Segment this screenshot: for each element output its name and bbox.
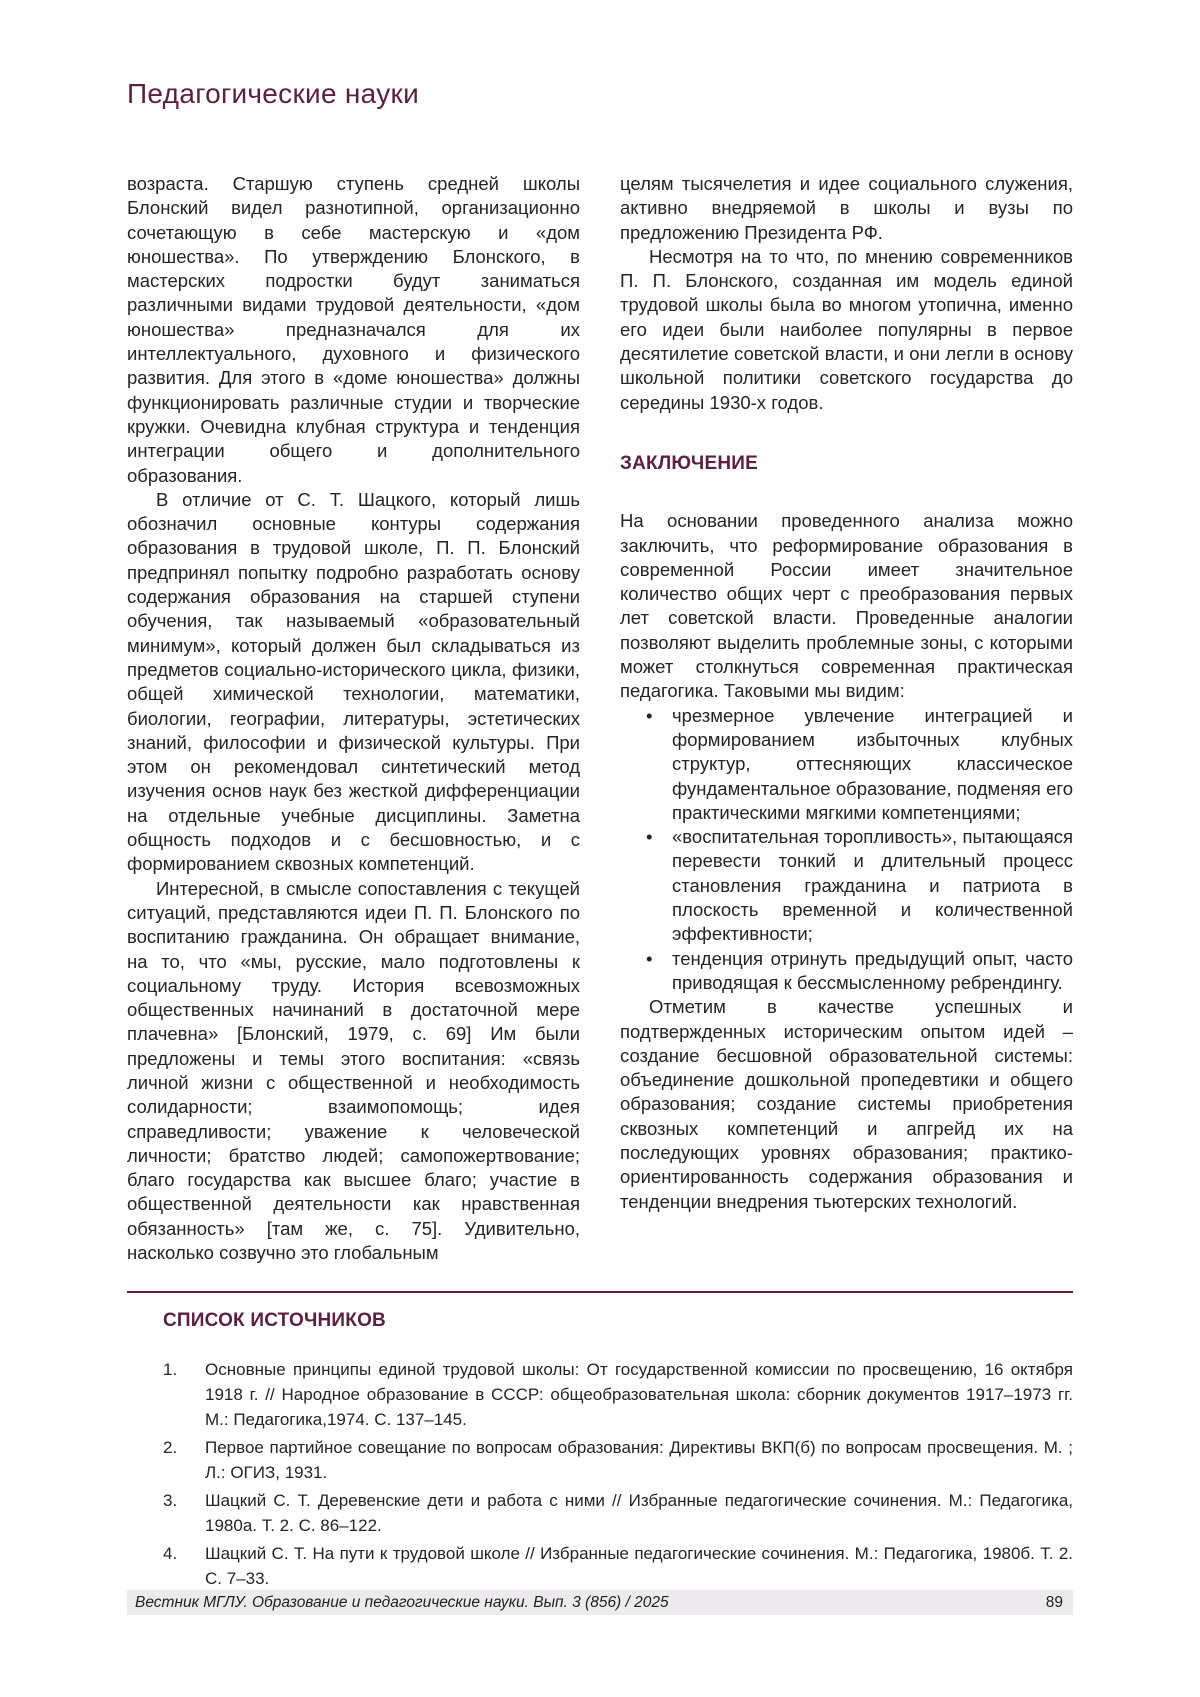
reference-text: Первое партийное совещание по вопросам образования: Директивы ВКП(б) по вопросам просвещения. М. ; Л.: ОГИЗ, 1931. xyxy=(205,1438,1073,1483)
paragraph: целям тысячелетия и идее социального служения, активно внедряемой в школы и вузы по предложению Президента РФ. xyxy=(620,173,1073,243)
bullet-icon: • xyxy=(646,947,653,969)
page-content xyxy=(127,0,1073,1594)
conclusion-intro-paragraph: На основании проведенного анализа можно заключить, что реформирование образования в современной России имеет значительное количество общих черт с преобразования первых лет советской власти. Проведенные аналогии позволяют выделить проблемные зоны, с которыми может столкнуться современная практическая педагогика. Таковыми мы видим: xyxy=(620,510,1073,702)
page-number: 89 xyxy=(1045,1593,1063,1611)
section-title: Педагогические науки xyxy=(127,78,420,109)
section-divider xyxy=(127,1291,1073,1293)
reference-text: Шацкий С. Т. Деревенские дети и работа с ними // Избранные педагогические сочинения. М.: Педагогика, 1980а. Т. 2. С. 86–122. xyxy=(205,1491,1073,1536)
article-body xyxy=(127,172,1073,1265)
conclusion-heading: ЗАКЛЮЧЕНИЕ xyxy=(620,452,758,474)
reference-text: Основные принципы единой трудовой школы: От государственной комиссии по просвещению, 16 октября 1918 г. // Народное образование в СССР: общеобразовательная школа: сборник документов 1917–1973 гг. М.: Педагогика,1974. С. 137–145. xyxy=(205,1360,1073,1430)
list-item-text: «воспитательная торопливость», пытающаяся перевести тонкий и длительный процесс становления гражданина и патриота в плоскость временной и количественной эффективности; xyxy=(672,826,1073,945)
text-column-right xyxy=(620,172,1073,1265)
conclusion-bullet-list xyxy=(620,704,1073,996)
paragraph: Несмотря на то что, по мнению современников П. П. Блонского, созданная им модель единой трудовой школы была во многом утопична, именно его идеи были наиболее популярны в первое десятилетие советской власти, и они легли в основу школьной политики советского государства до середины 1930-х годов. xyxy=(620,245,1073,413)
paragraph: В отличие от С. Т. Шацкого, который лишь обозначил основные контуры содержания образования в трудовой школе, П. П. Блонский предпринял попытку подробно разработать основу содержания образования на старшей ступени обучения, так называемый «образовательный минимум», который должен был складываться из предметов социально-исторического цикла, физики, общей химической технологии, математики, биологии, географии, литературы, эстетических знаний, философии и физической культуры. При этом он рекомендовал синтетический метод изучения основ наук без жесткой дифференциации на отдельные учебные дисциплины. Заметна общность подходов и с бесшовностью, и с формированием сквозных компетенций. xyxy=(127,488,580,875)
closing-paragraph: Отметим в качестве успешных и подтвержденных историческим опытом идей – создание бесшовной образовательной системы: объединение дошкольной пропедевтики и общего образования; создание системы приобретения сквозных компетенций и апгрейд их на последующих уровнях образования; практико-ориентированность содержания образования и тенденции внедрения тьютерских технологий. xyxy=(620,996,1073,1212)
reference-number: 2. xyxy=(163,1438,178,1458)
reference-item xyxy=(163,1488,1073,1538)
list-item xyxy=(620,825,1073,946)
list-item xyxy=(620,947,1073,996)
list-item-text: тенденция отринуть предыдущий опыт, часто приводящая к бессмысленному ребрендингу. xyxy=(672,947,1073,993)
footer-journal-info: Вестник МГЛУ. Образование и педагогические науки. Вып. 3 (856) / 2025 xyxy=(135,1593,669,1611)
list-item xyxy=(620,704,1073,825)
reference-number: 3. xyxy=(163,1491,178,1511)
paragraph: Интересной, в смысле сопоставления с текущей ситуаций, представляются идеи П. П. Блонского по воспитанию гражданина. Он обращает внимание, на то, что «мы, русские, мало подготовлены к социальному труду. История всевозможных общественных начинаний в достаточной мере плачевна» [Блонский, 1979, с. 69] Им были предложены и темы этого воспитания: «связь личной жизни с общественной и необходимость солидарности; взаимопомощь; идея справедливости; уважение к человеческой личности; братство людей; самопожертвование; благо государства как высшее благо; участие в общественной деятельности как нравственная обязанность» [там же, с. 75]. Удивительно, насколько созвучно это глобальным xyxy=(127,877,580,1264)
reference-item xyxy=(163,1435,1073,1485)
references-heading: СПИСОК ИСТОЧНИКОВ xyxy=(163,1310,386,1332)
list-item-text: чрезмерное увлечение интеграцией и формированием избыточных клубных структур, оттесняющих классическое фундаментальное образование, подменяя его практическими мягкими компетенциями; xyxy=(672,704,1073,823)
paragraph: возраста. Старшую ступень средней школы Блонский видел разнотипной, организационно сочетающую в себе мастерскую и «дом юношества». По утверждению Блонского, в мастерских подростки будут заниматься различными видами трудовой деятельности, «дом юношества» предназначался для их интеллектуального, духовного и физического развития. Для этого в «доме юношества» должны функционировать различные студии и творческие кружки. Очевидна клубная структура и тенденция интеграции общего и дополнительного образования. xyxy=(127,173,580,486)
reference-number: 1. xyxy=(163,1360,178,1380)
bullet-icon: • xyxy=(646,704,653,726)
text-column-left xyxy=(127,172,580,1265)
reference-item xyxy=(163,1357,1073,1432)
reference-number: 4. xyxy=(163,1544,178,1564)
reference-list xyxy=(163,1357,1073,1591)
bullet-icon: • xyxy=(646,826,653,848)
reference-text: Шацкий С. Т. На пути к трудовой школе // Избранные педагогические сочинения. М.: Педагогика, 1980б. Т. 2. С. 7–33. xyxy=(205,1544,1073,1589)
reference-item xyxy=(163,1541,1073,1591)
page-footer xyxy=(127,1590,1073,1615)
